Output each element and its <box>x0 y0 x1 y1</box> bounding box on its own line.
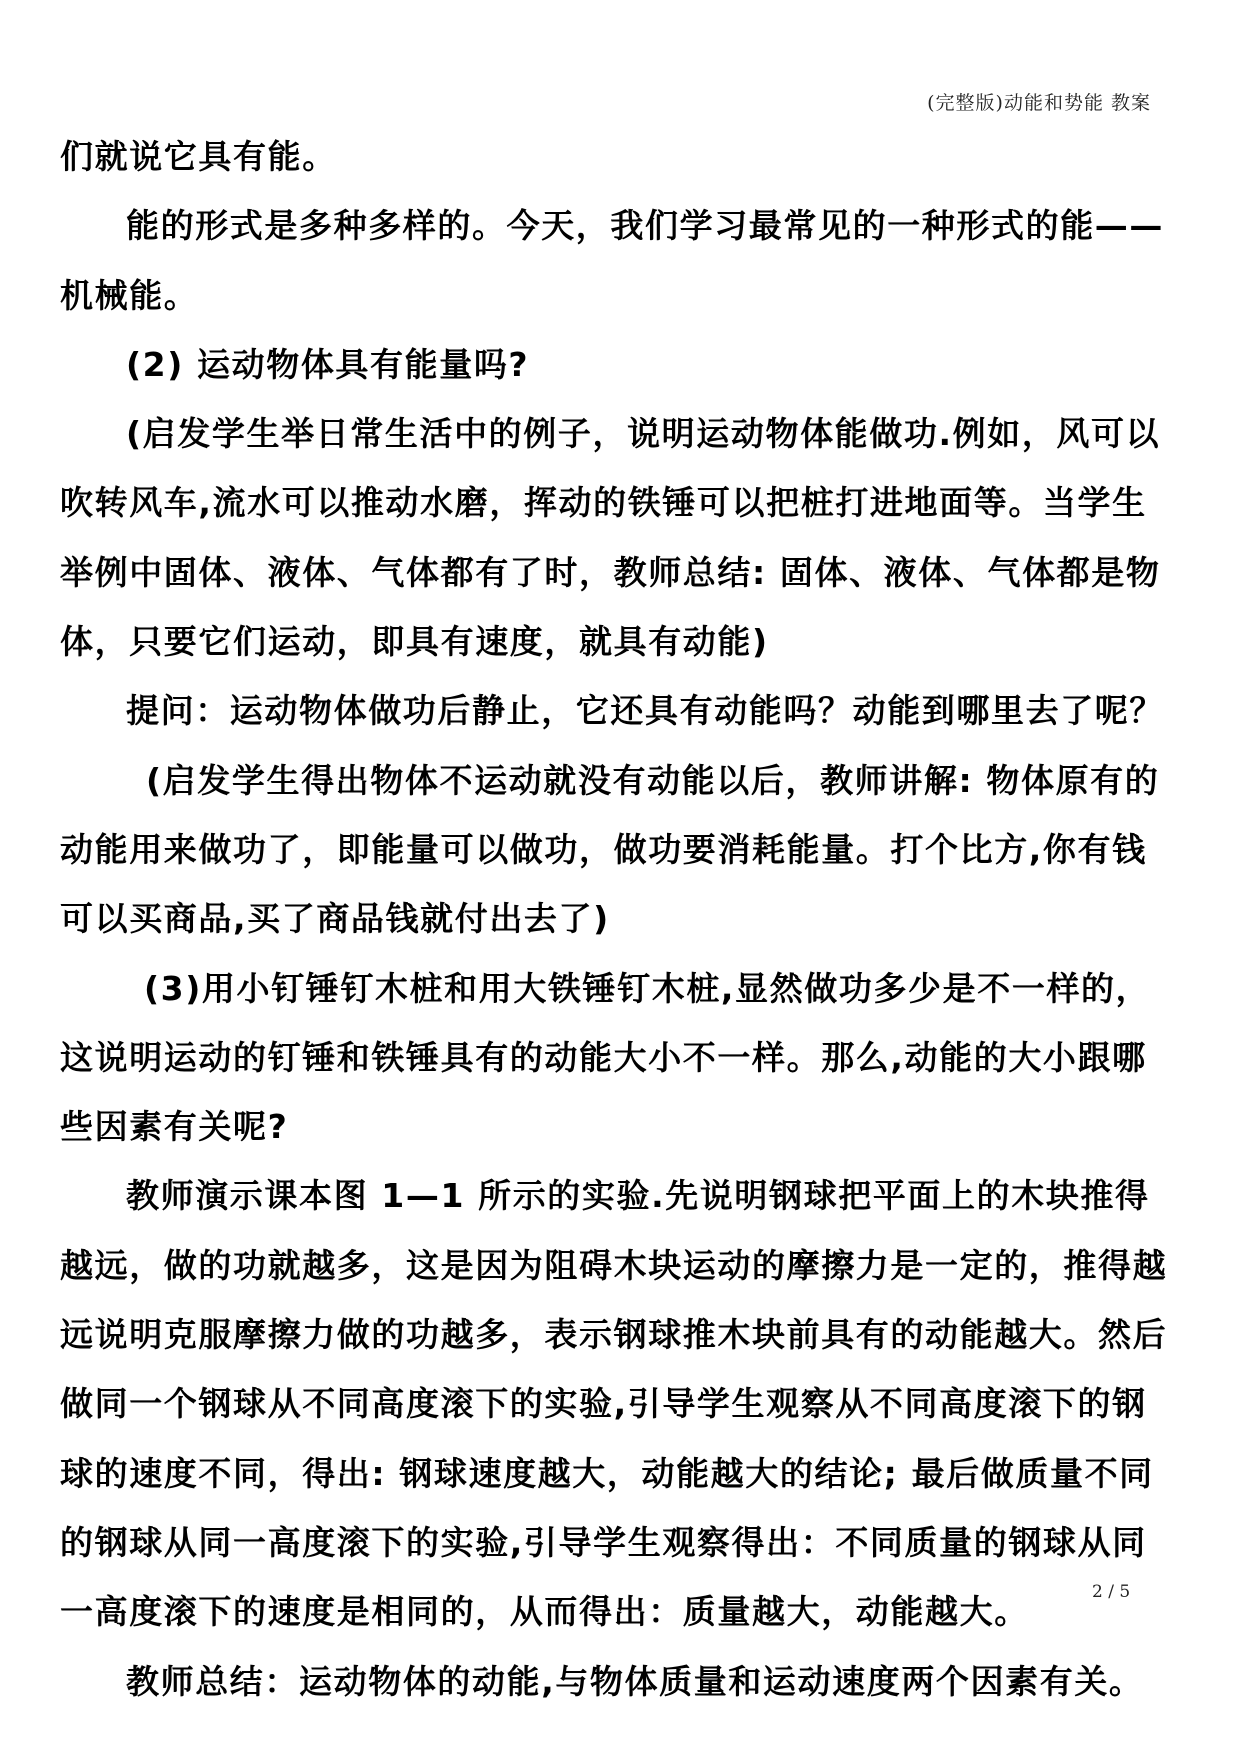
text-line: 们就说它具有能。 <box>60 137 337 176</box>
text-line: 可以买商品,买了商品钱就付出去了) <box>60 899 610 939</box>
text-line: 教师演示课本图 1—1 所示的实验.先说明钢球把平面上的木块推得 <box>126 1176 1150 1216</box>
text-line: 体，只要它们运动，即具有速度，就具有动能) <box>60 622 769 662</box>
section-heading: (3)用小钉锤钉木桩和用大铁锤钉木桩,显然做功多少是不一样的， <box>144 968 1151 1008</box>
page-number: 2 / 5 <box>1092 1582 1131 1602</box>
text-line: 这说明运动的钉锤和铁锤具有的动能大小不一样。那么,动能的大小跟哪 <box>60 1037 1147 1077</box>
text-line: (启发学生举日常生活中的例子，说明运动物体能做功.例如，风可以 <box>126 414 1161 454</box>
text-line: 越远，做的功就越多，这是因为阻碍木块运动的摩擦力是一定的，推得越 <box>60 1245 1168 1285</box>
text-line: 远说明克服摩擦力做的功越多，表示钢球推木块前具有的动能越大。然后 <box>60 1315 1168 1355</box>
text-line: 提问：运动物体做功后静止，它还具有动能吗？动能到哪里去了呢？ <box>126 691 1164 731</box>
section-heading: (2) 运动物体具有能量吗? <box>126 344 530 384</box>
text-line: 些因素有关呢? <box>60 1107 289 1147</box>
text-line: 球的速度不同，得出: 钢球速度越大，动能越大的结论; 最后做质量不同 <box>60 1453 1154 1493</box>
text-line: 教师总结：运动物体的动能,与物体质量和运动速度两个因素有关。 <box>126 1661 1144 1701</box>
text-line: 举例中固体、液体、气体都有了时，教师总结: 固体、液体、气体都是物 <box>60 552 1161 592</box>
text-line: 能的形式是多种多样的。今天，我们学习最常见的一种形式的能—— <box>126 206 1164 246</box>
text-line: 做同一个钢球从不同高度滚下的实验,引导学生观察从不同高度滚下的钢 <box>60 1384 1147 1424</box>
text-line: 的钢球从同一高度滚下的实验,引导学生观察得出：不同质量的钢球从同 <box>60 1522 1147 1562</box>
text-line: 机械能。 <box>60 275 199 315</box>
document-header: (完整版)动能和势能 教案 <box>927 92 1151 114</box>
text-line: 一高度滚下的速度是相同的，从而得出：质量越大，动能越大。 <box>60 1592 1029 1632</box>
text-line: (启发学生得出物体不运动就没有动能以后，教师讲解: 物体原有的 <box>146 760 1160 800</box>
text-line: 动能用来做功了，即能量可以做功，做功要消耗能量。打个比方,你有钱 <box>60 829 1147 869</box>
text-line: 吹转风车,流水可以推动水磨，挥动的铁锤可以把桩打进地面等。当学生 <box>60 483 1147 523</box>
document-body <box>60 122 1185 1716</box>
